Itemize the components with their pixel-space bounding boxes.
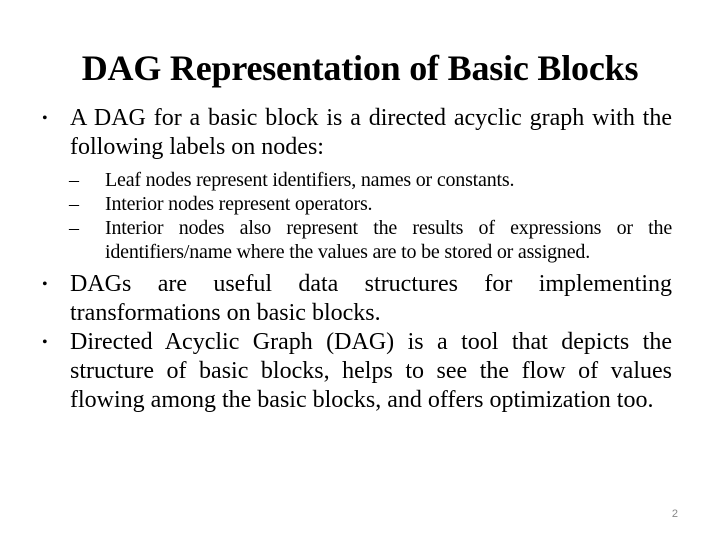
sub-bullet-marker: – <box>69 217 79 239</box>
bullet-text: DAGs are useful data structures for implementing transformations on basic blocks. <box>70 271 672 326</box>
bullet-marker: • <box>42 110 48 127</box>
bullet-item <box>40 104 672 162</box>
bullet-marker: • <box>42 334 48 351</box>
sub-bullet-item <box>69 168 672 192</box>
slide-body <box>40 104 672 415</box>
bullet-text: A DAG for a basic block is a directed acyclic graph with the following labels on nodes: <box>70 105 672 160</box>
bullet-text: Directed Acyclic Graph (DAG) is a tool that depicts the structure of basic blocks, helps to see the flow of values flowing among the basic blocks, and offers optimization too. <box>70 329 672 413</box>
slide-title: DAG Representation of Basic Blocks <box>81 48 639 88</box>
sub-bullet-text: Interior nodes also represent the results of expressions or the identifiers/name where the values are to be stored or assigned. <box>105 217 672 263</box>
sub-bullet-marker: – <box>69 193 79 215</box>
sub-bullet-text: Interior nodes represent operators. <box>105 193 373 215</box>
sub-bullet-item <box>69 216 672 264</box>
bullet-marker: • <box>42 276 48 293</box>
sub-bullet-text: Leaf nodes represent identifiers, names or constants. <box>105 169 515 191</box>
bullet-item <box>40 270 672 328</box>
sub-bullet-marker: – <box>69 169 79 191</box>
bullet-item <box>40 328 672 415</box>
page-number: 2 <box>671 508 678 520</box>
sub-bullet-list <box>40 168 672 264</box>
sub-bullet-item <box>69 192 672 216</box>
